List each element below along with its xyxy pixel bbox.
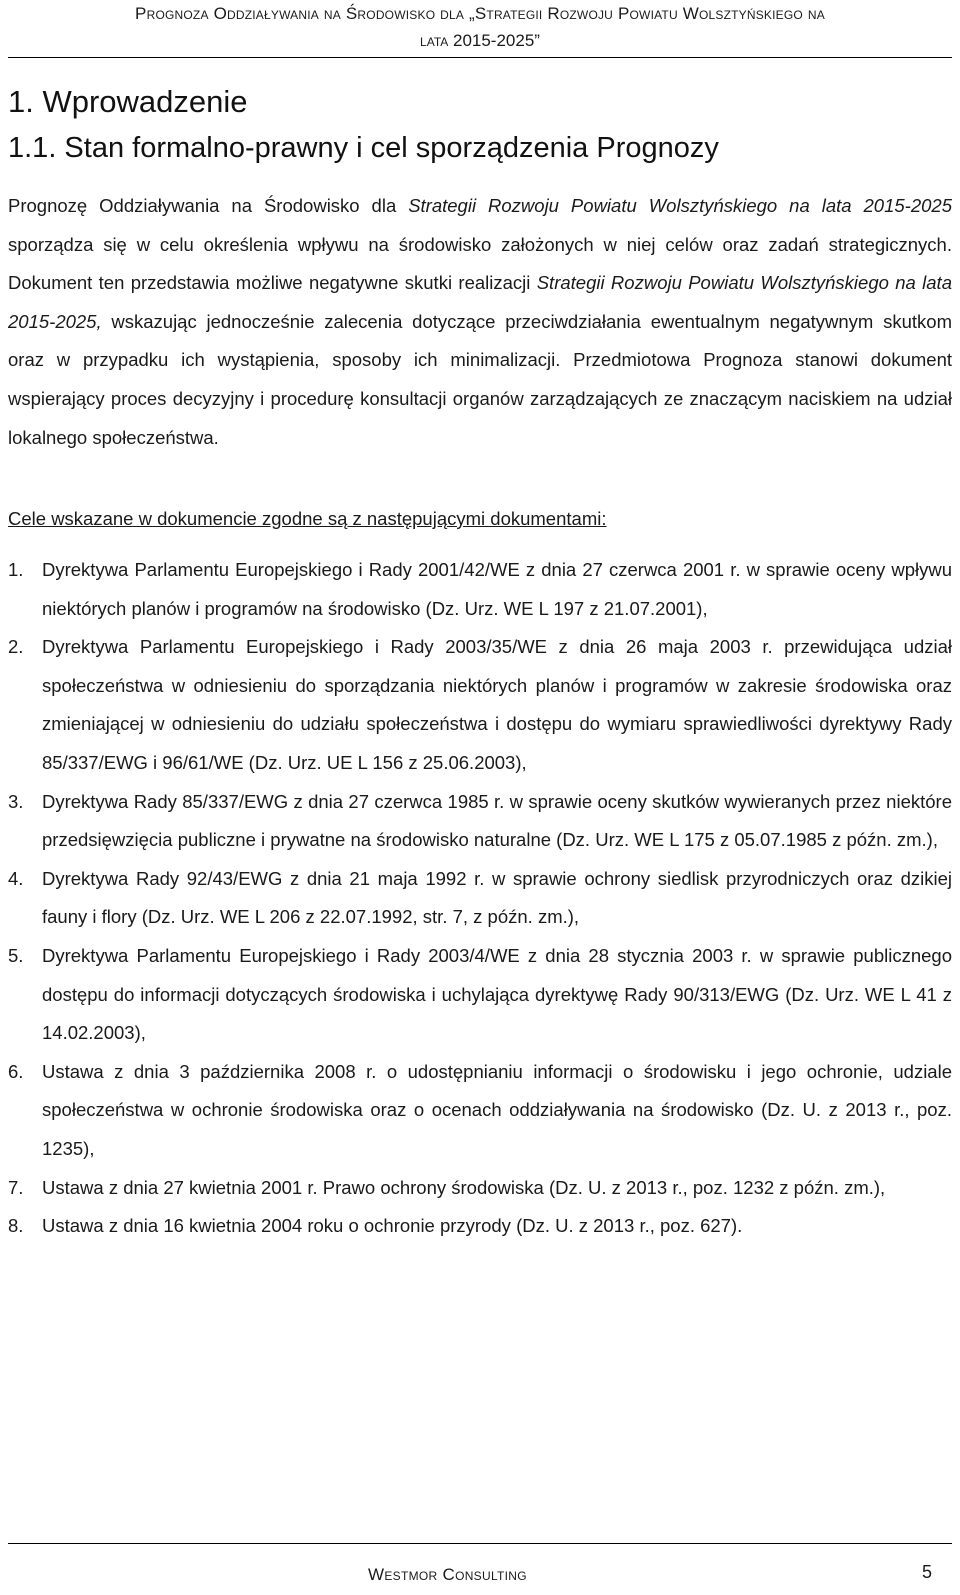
footer-company-name: Westmor Consulting bbox=[368, 1565, 527, 1584]
footer-rule bbox=[8, 1543, 952, 1544]
list-item bbox=[8, 1053, 952, 1169]
list-item-text: Dyrektywa Rady 92/43/EWG z dnia 21 maja 1992 r. w sprawie ochrony siedlisk przyrodniczych oraz dzikiej fauny i flory (Dz. Urz. WE L 206 z 22.07.1992, str. 7, z późn. zm.), bbox=[42, 867, 952, 928]
list-item bbox=[8, 860, 952, 937]
list-item-number: 6. bbox=[8, 1060, 24, 1082]
list-item bbox=[8, 551, 952, 628]
list-item-text: Dyrektywa Parlamentu Europejskiego i Rady 2001/42/WE z dnia 27 czerwca 2001 r. w sprawie oceny wpływu niektórych planów i programów na środowisko (Dz. Urz. WE L 197 z 21.07.2001), bbox=[42, 559, 952, 619]
header-title-line2: lata 2015-2025” bbox=[420, 31, 540, 50]
list-item-text: Ustawa z dnia 16 kwietnia 2004 roku o ochronie przyrody (Dz. U. z 2013 r., poz. 627). bbox=[42, 1215, 743, 1237]
list-item bbox=[8, 1169, 952, 1208]
list-item-text: Dyrektywa Parlamentu Europejskiego i Rady 2003/35/WE z dnia 26 maja 2003 r. przewidująca udział społeczeństwa w odniesieniu do sporządzania niektórych planów i programów w zakresie środowiska oraz zmieniającej w odniesieniu do udziału społeczeństwa i dostępu do wymiaru sprawiedliwości dyrektywy Rady 85/337/EWG i 96/61/WE (Dz. Urz. UE L 156 z 25.06.2003), bbox=[42, 636, 952, 773]
running-header bbox=[0, 0, 960, 62]
list-item-number: 1. bbox=[8, 559, 24, 580]
section-heading: 1. Wprowadzenie bbox=[8, 84, 248, 119]
list-item-number: 8. bbox=[8, 1215, 24, 1237]
list-item-number: 5. bbox=[8, 944, 24, 966]
list-item-text: Dyrektywa Rady 85/337/EWG z dnia 27 czerwca 1985 r. w sprawie oceny skutków wywieranych przez niektóre przedsięwzięcia publiczne i prywatne na środowisko naturalne (Dz. Urz. WE L 175 z 05.07.1985 z późn. zm.), bbox=[42, 790, 952, 851]
list-item-number: 4. bbox=[8, 867, 24, 889]
paragraph-strategy-title-2: Strategii Rozwoju Powiatu Wolsztyńskiego na lata 2015-2025, bbox=[8, 272, 952, 332]
intro-paragraph bbox=[8, 187, 952, 457]
list-intro: Cele wskazane w dokumencie zgodne są z następującymi dokumentami: bbox=[8, 508, 607, 529]
list-item bbox=[8, 1207, 952, 1246]
documents-list bbox=[8, 551, 952, 1246]
list-item-number: 2. bbox=[8, 636, 24, 658]
page-number: 5 bbox=[922, 1562, 933, 1582]
list-item bbox=[8, 783, 952, 860]
subsection-heading: 1.1. Stan formalno-prawny i cel sporządzenia Prognozy bbox=[8, 132, 719, 164]
header-title-line1: Prognoza Oddziaływania na Środowisko dla „Strategii Rozwoju Powiatu Wolsztyńskiego na bbox=[135, 4, 825, 23]
paragraph-strategy-title-1: Strategii Rozwoju Powiatu Wolsztyńskiego na lata 2015-2025 bbox=[408, 195, 952, 216]
list-item-number: 7. bbox=[8, 1176, 24, 1198]
paragraph-text-3: wskazując jednocześnie zalecenia dotyczące przeciwdziałania ewentualnym negatywnym skutkom oraz w przypadku ich wystąpienia, sposoby ich minimalizacji. Przedmiotowa Prognoza stanowi dokument wspierający proces decyzyjny i procedurę konsultacji organów zarządzających ze znaczącym naciskiem na udział lokalnego społeczeństwa. bbox=[8, 310, 952, 448]
paragraph-text-2: sporządza się w celu określenia wpływu na środowisko założonych w niej celów oraz zadań strategicznych. Dokument ten przedstawia możliwe negatywne skutki realizacji bbox=[8, 233, 952, 294]
list-item bbox=[8, 628, 952, 782]
list-item-text: Ustawa z dnia 27 kwietnia 2001 r. Prawo ochrony środowiska (Dz. U. z 2013 r., poz. 1232 z późn. zm.), bbox=[42, 1176, 886, 1198]
list-item-text: Dyrektywa Parlamentu Europejskiego i Rady 2003/4/WE z dnia 28 stycznia 2003 r. w sprawie publicznego dostępu do informacji dotyczących środowiska i uchylająca dyrektywę Rady 90/313/EWG (Dz. Urz. WE L 41 z 14.02.2003), bbox=[42, 944, 952, 1044]
list-item-number: 3. bbox=[8, 790, 24, 812]
paragraph-text-1: Prognozę Oddziaływania na Środowisko dla bbox=[8, 195, 409, 216]
list-item-text: Ustawa z dnia 3 października 2008 r. o udostępnianiu informacji o środowisku i jego ochronie, udziale społeczeństwa w ochronie środowiska oraz o ocenach oddziaływania na środowisko (Dz. U. z 2013 r., poz. 1235), bbox=[42, 1060, 952, 1159]
header-rule bbox=[8, 57, 952, 58]
list-item bbox=[8, 937, 952, 1053]
